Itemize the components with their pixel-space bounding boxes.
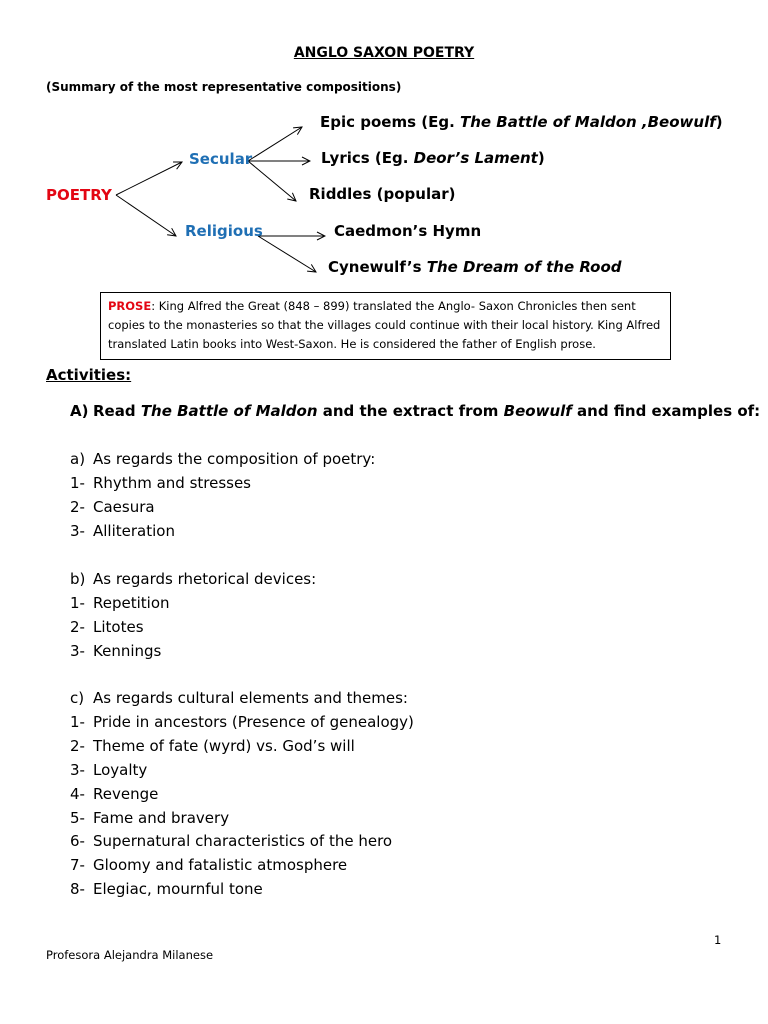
prose-text: : King Alfred the Great (848 – 899) translated the Anglo- Saxon Chronicles then sent copies to the monasteries so that the villages could continue with their local history. King Alfred translated Latin books into West-Saxon. He is considered the father of English prose. — [108, 299, 661, 351]
prose-label: PROSE — [108, 299, 152, 313]
node-religious: Religious — [185, 222, 263, 240]
node-cynewulf: Cynewulf’s The Dream of the Rood — [328, 258, 622, 276]
list-item: 5- Fame and bravery — [70, 809, 230, 827]
list-item: 3- Kennings — [70, 642, 162, 660]
group-b-heading: b) As regards rhetorical devices: — [70, 570, 317, 588]
list-item: 3- Alliteration — [70, 522, 175, 540]
node-secular: Secular — [189, 150, 253, 168]
node-poetry: POETRY — [46, 186, 112, 204]
list-item: 2- Theme of fate (wyrd) vs. God’s will — [70, 737, 355, 755]
list-item: 7- Gloomy and fatalistic atmosphere — [70, 856, 348, 874]
node-lyrics: Lyrics (Eg. Deor’s Lament) — [321, 149, 545, 167]
node-riddles: Riddles (popular) — [309, 185, 456, 203]
list-item: 1- Pride in ancestors (Presence of genealogy) — [70, 713, 414, 731]
activities-heading: Activities: — [46, 366, 132, 384]
footer-author: Profesora Alejandra Milanese — [46, 948, 214, 962]
list-item: 6- Supernatural characteristics of the hero — [70, 832, 393, 850]
prose-box — [100, 292, 671, 360]
list-item: 3- Loyalty — [70, 761, 148, 779]
arrow-religious-cynewulf — [258, 236, 316, 272]
arrow-secular-riddles — [248, 161, 296, 201]
list-item: 2- Litotes — [70, 618, 144, 636]
section-a-instruction: A) Read The Battle of Maldon and the extract from Beowulf and find examples of: — [70, 402, 761, 420]
list-item: 2- Caesura — [70, 498, 155, 516]
group-a-heading: a) As regards the composition of poetry: — [70, 450, 376, 468]
document-title: ANGLO SAXON POETRY — [293, 45, 475, 61]
list-item: 4- Revenge — [70, 785, 159, 803]
node-caedmon: Caedmon’s Hymn — [334, 222, 482, 240]
arrow-poetry-secular — [116, 162, 182, 195]
list-item: 8- Elegiac, mournful tone — [70, 880, 263, 898]
arrow-secular-epic — [248, 127, 302, 161]
node-epic-poems: Epic poems (Eg. The Battle of Maldon ,Beowulf) — [320, 113, 723, 131]
page-number: 1 — [714, 933, 722, 947]
group-c-heading: c) As regards cultural elements and themes: — [70, 689, 408, 707]
list-item: 1- Repetition — [70, 594, 170, 612]
list-item: 1- Rhythm and stresses — [70, 474, 251, 492]
document-subtitle: (Summary of the most representative compositions) — [46, 80, 402, 94]
arrow-poetry-religious — [116, 195, 176, 236]
